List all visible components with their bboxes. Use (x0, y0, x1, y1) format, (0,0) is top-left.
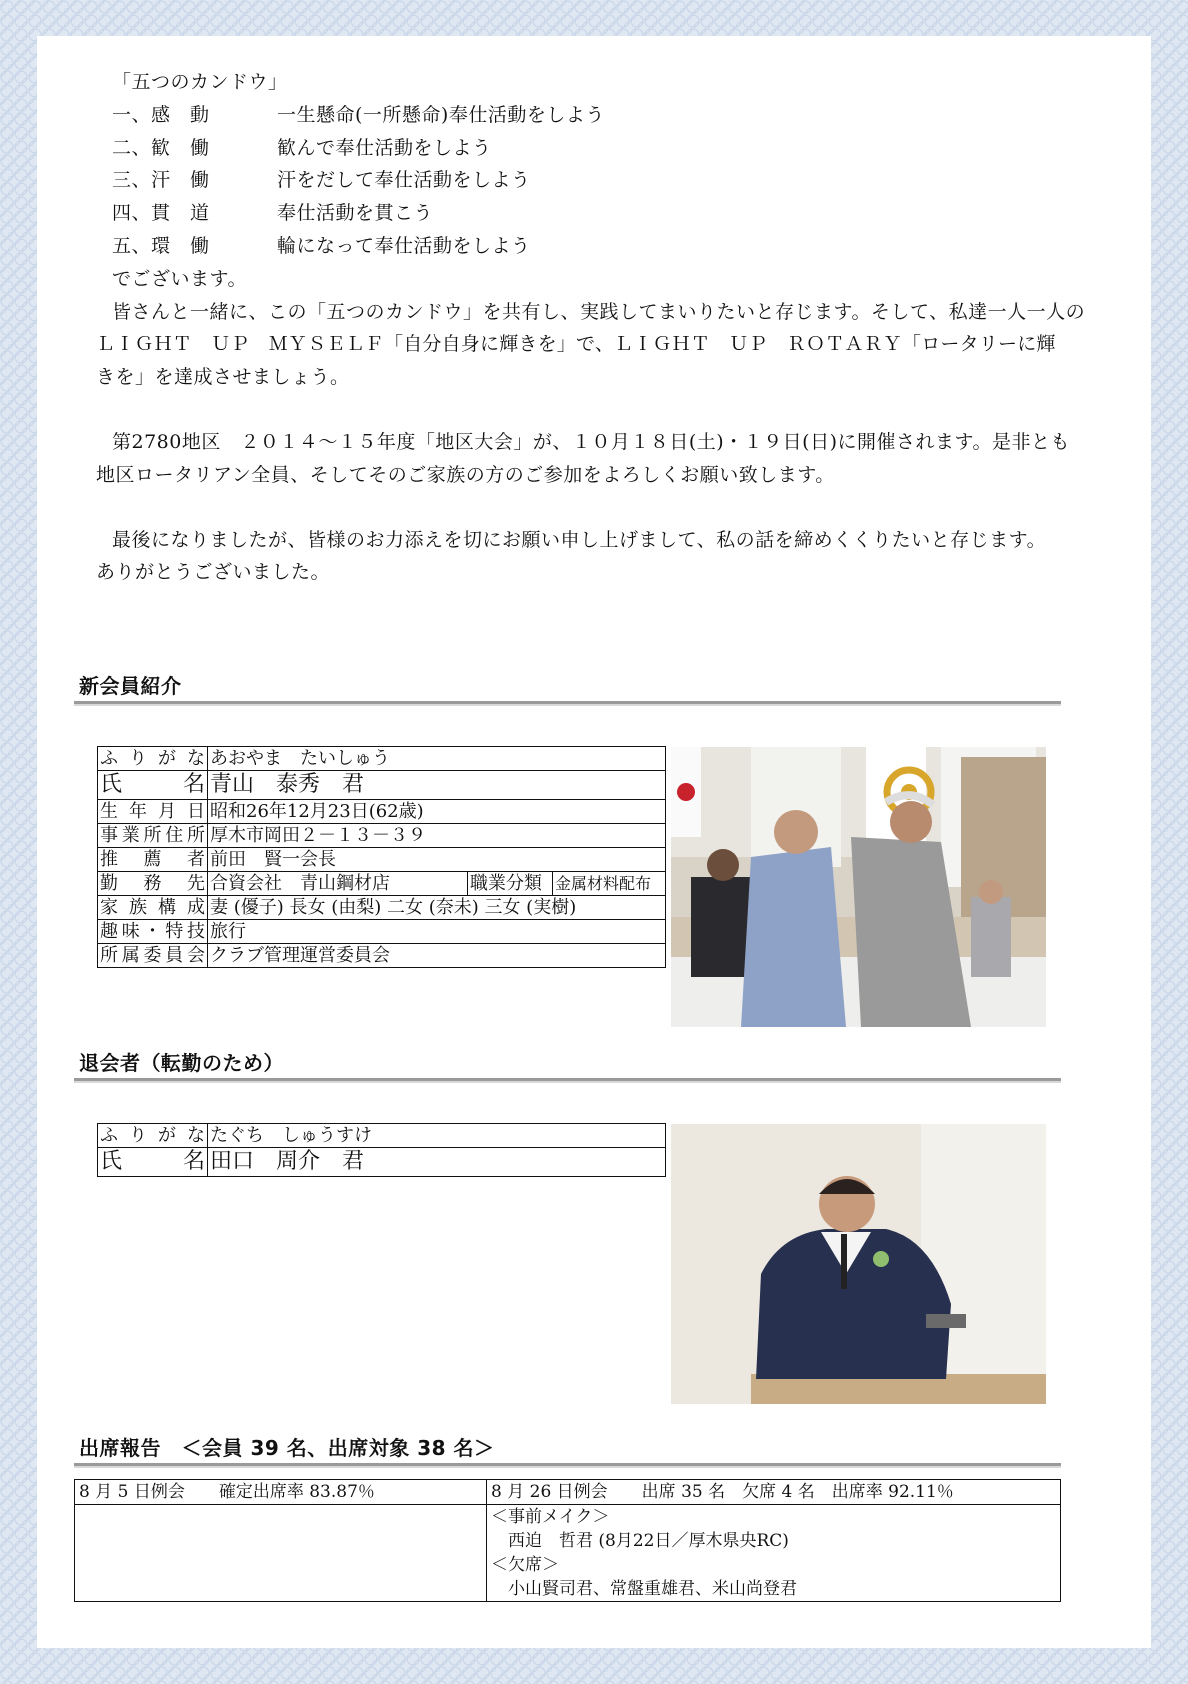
speech-line: 最後になりましたが、皆様のお力添えを切にお願い申し上げまして、私の話を締めくくりたいと存じます。 (112, 528, 1047, 551)
speech-heading: 「五つのカンドウ」 (112, 71, 288, 93)
table-row: ふりがな あおやま たいしゅう (98, 747, 666, 771)
speech-line: ありがとうございました。 (96, 561, 331, 584)
attendance-aug26: 8 月 26 日例会 出席 35 名 欠席 4 名 出席率 92.11％ (487, 1480, 1061, 1505)
table-row: 家族構成 妻 (優子) 長女 (由梨) 二女 (奈未) 三女 (実樹) (98, 896, 666, 920)
table-row: 推薦者 前田 賢一会長 (98, 848, 666, 872)
retired-title: 退会者（転勤のため） (79, 1051, 284, 1075)
table-row: 事業所住所 厚木市岡田２－１３－３９ (98, 824, 666, 848)
attendance-details: ＜事前メイク＞ 西迫 哲君 (8月22日／厚木県央RC) ＜欠席＞ 小山賢司君、常盤重雄君、米山尚登君 (487, 1505, 1061, 1602)
attendance-table (74, 1479, 1061, 1602)
kandou-item-3: 三、汗 働 汗をだして奉仕活動をしよう (112, 169, 531, 192)
table-row: ふりがな たぐち しゅうすけ (98, 1124, 666, 1148)
table-row: 氏名 青山 泰秀 君 (98, 771, 666, 800)
table-row: 所属委員会 クラブ管理運営委員会 (98, 944, 666, 968)
new-member-title: 新会員紹介 (79, 674, 182, 698)
retired-table (97, 1123, 666, 1177)
table-row: 生年月日 昭和26年12月23日(62歳) (98, 800, 666, 824)
speech-line: きを」を達成させましょう。 (96, 366, 350, 389)
attendance-aug5: 8 月 5 日例会 確定出席率 83.87％ (75, 1480, 487, 1505)
kandou-item-2: 二、歓 働 歓んで奉仕活動をしよう (112, 136, 492, 159)
new-member-photo (671, 747, 1046, 1027)
kandou-item-4: 四、貫 道 奉仕活動を貫こう (112, 202, 434, 225)
kandou-item-1: 一、感 動 一生懸命(一所懸命)奉仕活動をしよう (112, 103, 605, 126)
kandou-item-5: 五、環 働 輪になって奉仕活動をしよう (112, 234, 531, 257)
speech-line: でございます。 (112, 267, 247, 290)
section-rule (74, 1078, 1061, 1083)
member-name: 青山 泰秀 君 (208, 771, 666, 800)
retired-name: 田口 周介 君 (208, 1148, 666, 1177)
speech-line: ＬＩＧＨＴ ＵＰ ＭＹＳＥＬＦ「自分自身に輝きを」で、ＬＩＧＨＴ ＵＰ ＲＯＴＡＲＹ「ロータリーに輝 (96, 333, 1056, 356)
table-row (75, 1505, 1061, 1602)
speech-line: 皆さんと一緒に、この「五つのカンドウ」を共有し、実践してまいりたいと存じます。そして、私達一人一人の (112, 300, 1086, 323)
new-member-table (97, 746, 666, 968)
table-row: 勤務先 合資会社 青山鋼材店 職業分類 金属材料配布 (98, 872, 666, 896)
attendance-title: 出席報告 ＜会員 39 名、出席対象 38 名＞ (79, 1436, 495, 1460)
section-rule (74, 1463, 1061, 1468)
table-row (75, 1480, 1061, 1505)
retired-member-photo (671, 1124, 1046, 1404)
table-row: 趣味・特技 旅行 (98, 920, 666, 944)
speech-text (96, 66, 1086, 589)
table-row: 氏名 田口 周介 君 (98, 1148, 666, 1177)
section-rule (74, 701, 1061, 706)
speech-line: 地区ロータリアン全員、そしてそのご家族の方のご参加をよろしくお願い致します。 (96, 463, 835, 486)
speech-line: 第2780地区 ２０１４～１５年度「地区大会」が、１０月１８日(土)・１９日(日)に開催されます。是非とも (112, 430, 1070, 453)
